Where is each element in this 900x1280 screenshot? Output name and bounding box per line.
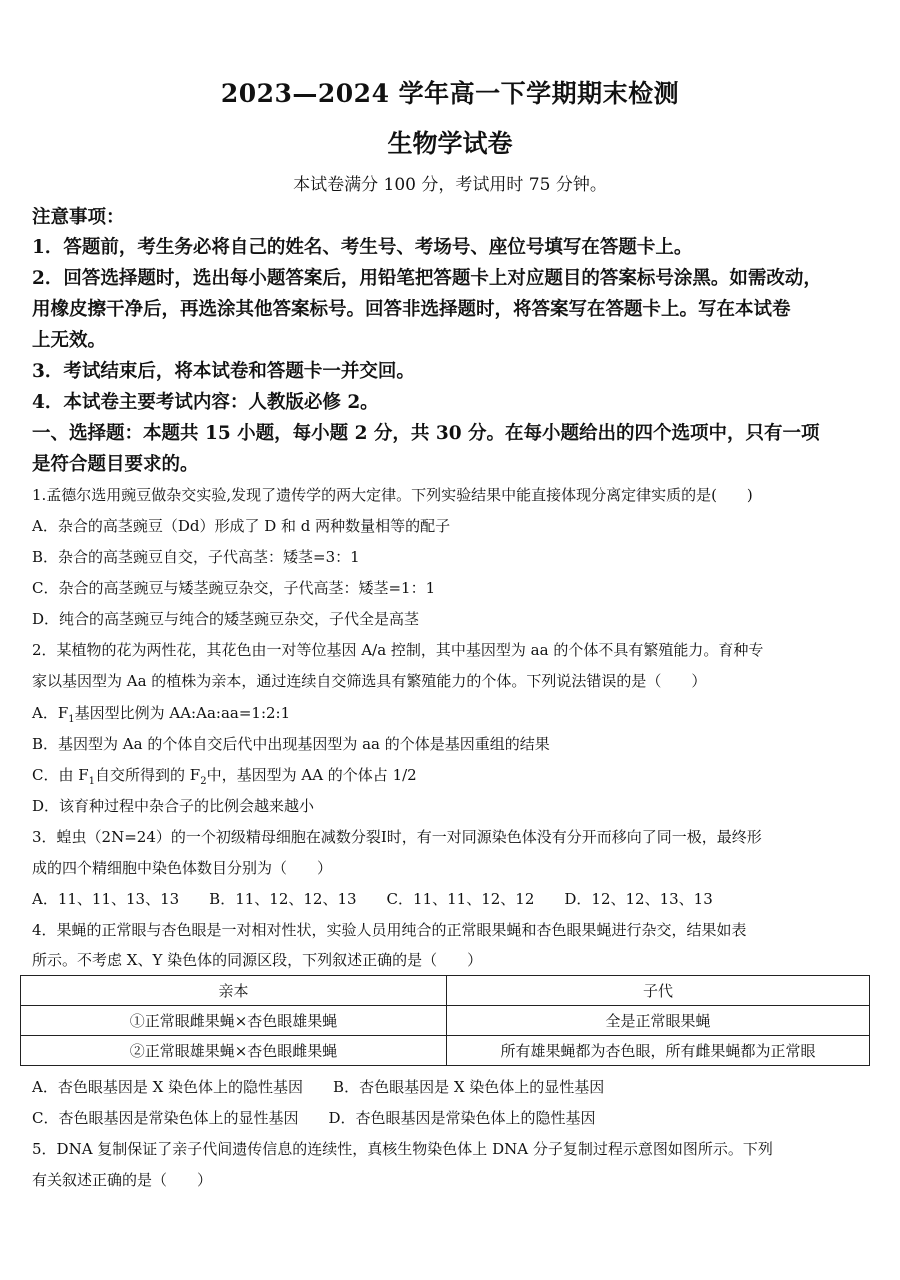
q5-stem-line-2: 有关叙述正确的是（ ）: [32, 1171, 213, 1189]
table-row: [21, 1006, 870, 1036]
q1-option-a: A．杂合的高茎豌豆（Dd）形成了 D 和 d 两种数量相等的配子: [32, 517, 451, 535]
table-header-parents: 亲本: [21, 976, 447, 1006]
q2-c-text: C．由 F: [32, 766, 89, 784]
notice-item-4: 4．本试卷主要考试内容：人教版必修 2。: [32, 392, 379, 413]
q1-option-c: C．杂合的高茎豌豆与矮茎豌豆杂交，子代高茎：矮茎=1：1: [32, 579, 436, 597]
q1-option-d: D．纯合的高茎豌豆与纯合的矮茎豌豆杂交，子代全是高茎: [32, 610, 420, 628]
table-row: [21, 1036, 870, 1066]
q2-stem-line-2: 家以基因型为 Aa 的植株为亲本，通过连续自交筛选具有繁殖能力的个体。下列说法错误的是（ ）: [32, 672, 707, 690]
exam-title: 2023—2024 学年高一下学期期末检测: [220, 79, 680, 108]
q4-options-cd: C．杏色眼基因是常染色体上的显性基因 D．杏色眼基因是常染色体上的隐性基因: [32, 1109, 596, 1127]
q2-a-subscript: 1: [68, 714, 75, 725]
exam-subject: 生物学试卷: [387, 129, 513, 158]
notice-item-2-line-3: 上无效。: [32, 330, 107, 351]
table-cell: 所有雄果蝇都为杏色眼，所有雌果蝇都为正常眼: [447, 1036, 870, 1066]
q1-option-b: B．杂合的高茎豌豆自交，子代高茎：矮茎=3：1: [32, 548, 360, 566]
q2-stem-line-1: 2．某植物的花为两性花，其花色由一对等位基因 A/a 控制，其中基因型为 aa 的个体不具有繁殖能力。育种专: [32, 641, 764, 659]
q4-stem-line-1: 4．果蝇的正常眼与杏色眼是一对相对性状，实验人员用纯合的正常眼果蝇和杏色眼果蝇进行杂交，结果如表: [32, 921, 747, 939]
notice-item-2-line-1: 2．回答选择题时，选出每小题答案后，用铅笔把答题卡上对应题目的答案标号涂黑。如需改动，: [32, 268, 822, 289]
section-heading-line-2: 是符合题目要求的。: [32, 454, 199, 475]
table-cell: ②正常眼雄果蝇×杏色眼雌果蝇: [21, 1036, 447, 1066]
q2-c-subscript-1: 1: [88, 776, 96, 787]
q2-a-text: A．F: [32, 704, 69, 722]
q3-options: A．11、11、13、13 B．11、12、12、13 C．11、11、12、12 D．12、12、13、13: [32, 890, 713, 908]
notice-item-3: 3．考试结束后，将本试卷和答题卡一并交回。: [32, 361, 415, 382]
notice-heading: 注意事项：: [32, 207, 125, 228]
q2-c-text-mid: 自交所得到的 F: [95, 766, 201, 784]
q3-stem-line-2: 成的四个精细胞中染色体数目分别为（ ）: [32, 859, 333, 877]
q2-a-text-rest: 基因型比例为 AA:Aa:aa=1:2:1: [74, 704, 291, 722]
q1-stem: 1.孟德尔选用豌豆做杂交实验,发现了遗传学的两大定律。下列实验结果中能直接体现分离定律实质的是( ): [32, 486, 753, 504]
exam-meta: 本试卷满分 100 分，考试用时 75 分钟。: [293, 175, 607, 195]
q4-options-ab: A．杏色眼基因是 X 染色体上的隐性基因 B．杏色眼基因是 X 染色体上的显性基因: [32, 1078, 605, 1096]
q2-c-subscript-2: 2: [200, 776, 207, 787]
table-header-offspring: 子代: [447, 976, 870, 1006]
q2-option-b: B．基因型为 Aa 的个体自交后代中出现基因型为 aa 的个体是基因重组的结果: [32, 735, 550, 753]
q2-option-c: [32, 764, 417, 787]
notice-item-2-line-2: 用橡皮擦干净后，再选涂其他答案标号。回答非选择题时，将答案写在答题卡上。写在本试卷: [32, 299, 791, 320]
q2-c-text-rest: 中，基因型为 AA 的个体占 1/2: [206, 766, 417, 784]
q4-results-table: [20, 975, 870, 1066]
q2-option-d: D．该育种过程中杂合子的比例会越来越小: [32, 797, 315, 815]
table-cell: 全是正常眼果蝇: [447, 1006, 870, 1036]
table-header-row: [21, 976, 870, 1006]
notice-item-1: 1．答题前，考生务必将自己的姓名、考生号、考场号、座位号填写在答题卡上。: [32, 237, 693, 258]
q3-stem-line-1: 3．蝗虫（2N=24）的一个初级精母细胞在减数分裂Ⅰ时，有一对同源染色体没有分开而移向了同一极，最终形: [32, 828, 762, 846]
q2-option-a: [32, 702, 290, 725]
q5-stem-line-1: 5．DNA 复制保证了亲子代间遗传信息的连续性，真核生物染色体上 DNA 分子复制过程示意图如图所示。下列: [32, 1140, 773, 1158]
section-heading-line-1: 一、选择题：本题共 15 小题，每小题 2 分，共 30 分。在每小题给出的四个选项中，只有一项: [32, 423, 820, 444]
q4-stem-line-2: 所示。不考虑 X、Y 染色体的同源区段，下列叙述正确的是（ ）: [32, 951, 483, 969]
table-cell: ①正常眼雌果蝇×杏色眼雄果蝇: [21, 1006, 447, 1036]
